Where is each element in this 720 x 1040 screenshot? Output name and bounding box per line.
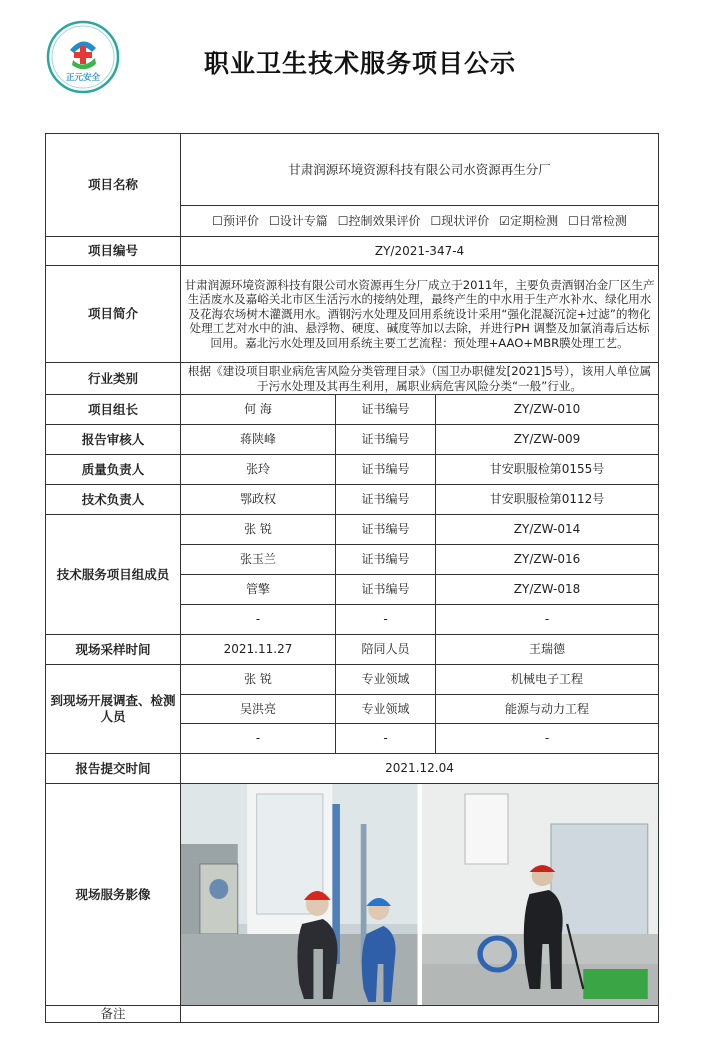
cert-number: ZY/ZW-009 — [436, 425, 659, 455]
service-type-options — [181, 206, 659, 237]
logo-text: 正元安全 — [65, 73, 101, 83]
member-name: - — [181, 605, 336, 635]
service-option[interactable] — [568, 214, 627, 229]
industry-text: 根据《建设项目职业病危害风险分类管理目录》（国卫办职健发[2021]5号），该用人单位属于污水处理及其再生利用，属职业病危害风险分类“一般”行业。 — [181, 363, 659, 395]
service-option-label: 预评价 — [222, 213, 259, 228]
person-name: 鄂政权 — [181, 485, 336, 515]
site-photos — [181, 784, 658, 1005]
cert-number: ZY/ZW-010 — [436, 395, 659, 425]
service-option[interactable] — [269, 214, 328, 229]
page-title: 职业卫生技术服务项目公示 — [203, 49, 516, 78]
project-intro-label: 项目简介 — [46, 266, 181, 363]
site-photo-2 — [422, 784, 659, 1005]
site-photo-1 — [181, 784, 418, 1005]
project-info-table — [45, 133, 659, 1023]
remark-label: 备注 — [46, 1006, 181, 1023]
companion-label: 陪同人员 — [336, 635, 436, 665]
cert-label: 证书编号 — [336, 425, 436, 455]
field-label: - — [336, 724, 436, 754]
field-label: 专业领域 — [336, 665, 436, 695]
person-row — [46, 395, 659, 425]
service-option[interactable] — [338, 214, 421, 229]
site-images-label: 现场服务影像 — [46, 784, 181, 1006]
person-name: 何 海 — [181, 395, 336, 425]
checkbox-icon[interactable]: ☐ — [268, 213, 280, 228]
member-name: 张 锐 — [181, 515, 336, 545]
surveyor-name: 吴洪亮 — [181, 695, 336, 724]
service-option-label: 定期检测 — [510, 213, 559, 228]
project-name-label: 项目名称 — [46, 134, 181, 237]
project-intro: 甘肃润源环境资源科技有限公司水资源再生分厂成立于2011年，主要负责酒钢冶金厂区生产生活废水及嘉峪关北市区生活污水的接纳处理，最终产生的中水用于生产水补水、绿化用水及花海农场树木灌溉用水。酒钢污水处理及回用系统设计采用“强化混凝沉淀+过滤”的物化处理工艺对水中的油、悬浮物、硬度、碱度等加以去除，并进行PH 调整及加氯消毒后达标回用。嘉北污水处理及回用系统主要工艺流程：预处理+AAO+MBR膜处理工艺。 — [181, 266, 659, 363]
field-label: 专业领域 — [336, 695, 436, 724]
field-value: - — [436, 724, 659, 754]
cert-label: 证书编号 — [336, 395, 436, 425]
surveyor-name: - — [181, 724, 336, 754]
checkbox-icon[interactable]: ☐ — [568, 213, 579, 228]
industry-label: 行业类别 — [46, 363, 181, 395]
survey-label: 到现场开展调查、检测人员 — [46, 665, 181, 754]
cert-number: - — [436, 605, 659, 635]
member-name: 张玉兰 — [181, 545, 336, 575]
cert-number: ZY/ZW-014 — [436, 515, 659, 545]
person-row — [46, 485, 659, 515]
person-name: 张玲 — [181, 455, 336, 485]
service-option-label: 控制效果评价 — [348, 213, 421, 228]
cert-number: ZY/ZW-016 — [436, 545, 659, 575]
cert-label: 证书编号 — [336, 545, 436, 575]
report-time-label: 报告提交时间 — [46, 754, 181, 784]
service-option-label: 设计专篇 — [279, 213, 328, 228]
member-name: 管擎 — [181, 575, 336, 605]
cert-label: - — [336, 605, 436, 635]
checkbox-icon[interactable]: ☐ — [212, 213, 223, 228]
cert-number: 甘安职服检第0155号 — [436, 455, 659, 485]
cert-label: 证书编号 — [336, 575, 436, 605]
surveyor-name: 张 锐 — [181, 665, 336, 695]
service-option[interactable] — [431, 214, 490, 229]
role-label: 项目组长 — [46, 395, 181, 425]
team-row — [46, 515, 659, 545]
cert-number: 甘安职服检第0112号 — [436, 485, 659, 515]
remark-value — [181, 1006, 659, 1023]
checkbox-icon[interactable]: ☐ — [430, 213, 442, 228]
cert-label: 证书编号 — [336, 455, 436, 485]
sampling-date: 2021.11.27 — [181, 635, 336, 665]
person-row — [46, 455, 659, 485]
role-label: 报告审核人 — [46, 425, 181, 455]
project-name: 甘肃润源环境资源科技有限公司水资源再生分厂 — [181, 134, 659, 206]
service-option-label: 现状评价 — [441, 213, 490, 228]
cert-label: 证书编号 — [336, 485, 436, 515]
team-label: 技术服务项目组成员 — [46, 515, 181, 635]
report-date: 2021.12.04 — [181, 754, 659, 784]
person-name: 蒋陕峰 — [181, 425, 336, 455]
service-option-label: 日常检测 — [578, 213, 627, 228]
cert-label: 证书编号 — [336, 515, 436, 545]
person-row — [46, 425, 659, 455]
sampling-time-label: 现场采样时间 — [46, 635, 181, 665]
project-number: ZY/2021-347-4 — [181, 237, 659, 266]
service-option[interactable] — [212, 214, 259, 229]
role-label: 技术负责人 — [46, 485, 181, 515]
role-label: 质量负责人 — [46, 455, 181, 485]
checkbox-icon[interactable]: ☐ — [337, 213, 349, 228]
companion-name: 王瑞德 — [436, 635, 659, 665]
checked-box-icon[interactable]: ☑ — [499, 213, 511, 228]
project-number-label: 项目编号 — [46, 237, 181, 266]
field-value: 机械电子工程 — [436, 665, 659, 695]
survey-row — [46, 665, 659, 695]
cert-number: ZY/ZW-018 — [436, 575, 659, 605]
service-option[interactable] — [499, 214, 558, 229]
field-value: 能源与动力工程 — [436, 695, 659, 724]
